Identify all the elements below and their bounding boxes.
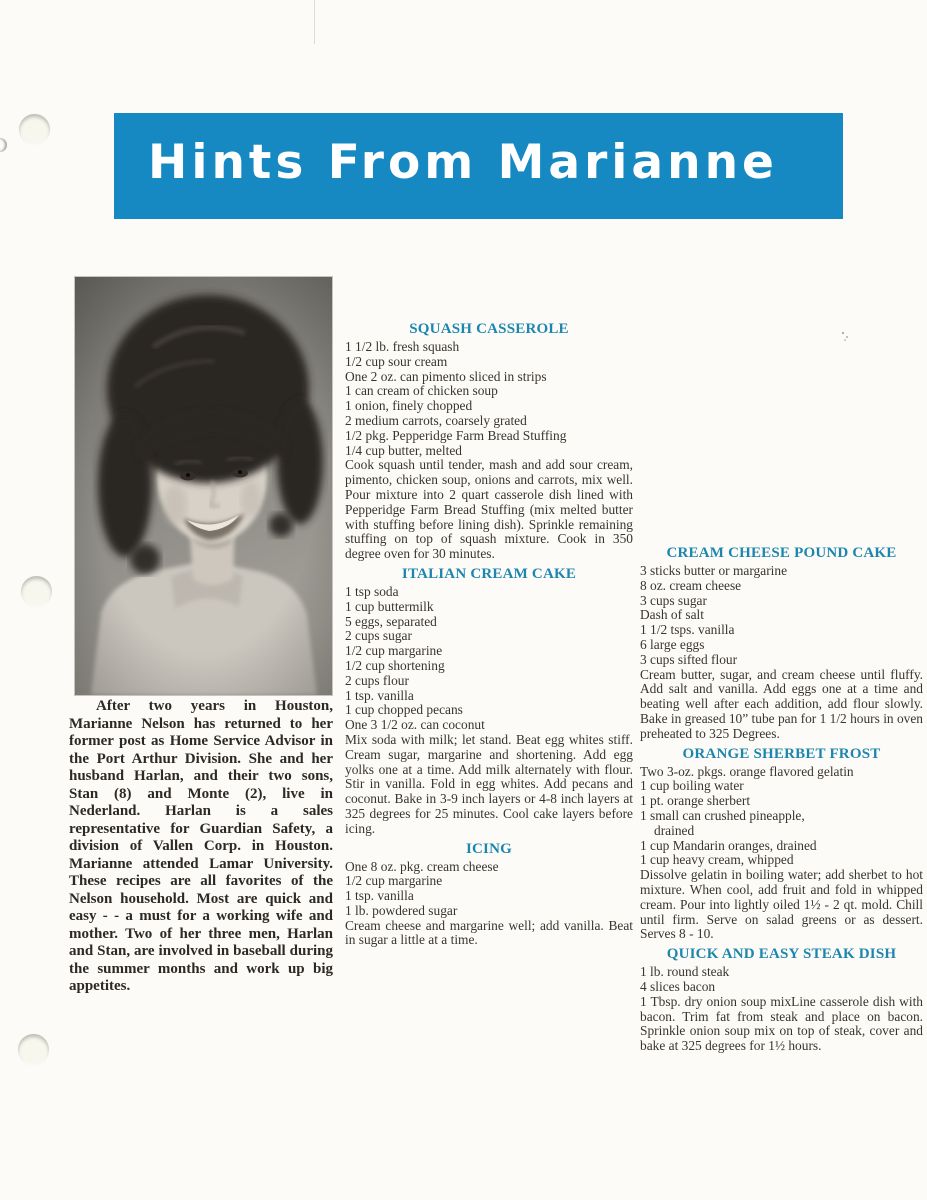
ingredient-line: 1 tsp. vanilla xyxy=(345,888,414,904)
page-title: Hints From Marianne xyxy=(148,135,778,191)
ingredient-line: 8 oz. cream cheese xyxy=(640,577,742,593)
ingredient-line: 6 large eggs xyxy=(640,636,705,652)
ingredient-line: 2 cups flour xyxy=(345,672,409,688)
ingredient-line: 1/2 cup margarine xyxy=(345,643,443,659)
ingredient-line: 1/2 pkg. Pepperidge Farm Bread Stuffing xyxy=(345,427,567,443)
punch-hole-middle xyxy=(21,576,52,607)
ingredient-line: 2 medium carrots, coarsely grated xyxy=(345,412,527,428)
portrait-photo xyxy=(75,277,332,695)
ingredient-line: One 3 1/2 oz. can coconut xyxy=(345,717,485,733)
ingredient-line: Dash of salt xyxy=(640,607,704,623)
title-banner xyxy=(114,113,843,219)
ingredient-line: 1 lb. round steak xyxy=(640,964,730,980)
ingredient-line: 1/2 cup shortening xyxy=(345,657,445,673)
ingredient-line: 1 1/2 tsps. vanilla xyxy=(640,622,735,638)
punch-hole-top xyxy=(19,114,50,145)
ingredient-line: 1 lb. powdered sugar xyxy=(345,902,458,918)
ingredient-line: 1/2 cup margarine xyxy=(345,873,443,889)
recipe-directions: Cook squash until tender, mash and add sour cream, pimento, chicken soup, onions and carrots, mix well. Pour mixture into 2 quart casserole dish lined with Pepperidge Farm Bread Stuffing (mix melted butter with stuffing before lining dish). Sprinkle remaining stuffing on top of squash mixture. Cook in 350 degree oven for 30 minutes. xyxy=(345,457,633,562)
ingredient-line: 1/4 cup butter, melted xyxy=(345,442,462,458)
ingredient-line: 2 cups sugar xyxy=(345,628,412,644)
recipe-column-right xyxy=(640,545,923,1054)
recipe-directions: Cream butter, sugar, and cream cheese until fluffy. Add salt and vanilla. Add eggs one at a time and beating well after each addition, add flour slowly. Bake in greased 10” tube pan for 1 1/2 hours in oven preheated to 325 Degrees. xyxy=(640,666,923,741)
ingredient-line: 3 sticks butter or margarine xyxy=(640,563,788,578)
recipe-title: SQUASH CASSEROLE xyxy=(409,321,569,337)
ingredient-line: 1 1/2 lb. fresh squash xyxy=(345,339,460,354)
ingredient-line: 1 cup Mandarin oranges, drained xyxy=(640,837,817,853)
recipe-title: CREAM CHEESE POUND CAKE xyxy=(666,545,897,561)
ingredient-line: 1 tsp. vanilla xyxy=(345,687,414,703)
recipe-directions: Mix soda with milk; let stand. Beat egg whites stiff. Cream sugar, margarine and shortening. Add egg yolks one at a time. Add milk alternately with flour. Stir in vanilla. Fold in egg whites. Add pecans and coconut. Bake in 3-9 inch layers or 4-8 inch layers at 325 degrees for 25 minutes. Cool cake layers before icing. xyxy=(345,731,633,836)
ingredient-line: 3 cups sifted flour xyxy=(640,651,738,667)
ingredient-line: 1 cup buttermilk xyxy=(345,598,434,614)
ingredient-line: 1 tsp soda xyxy=(345,583,399,599)
pen-mark xyxy=(842,332,844,334)
recipe-directions: Cream cheese and margarine well; add vanilla. Beat in sugar a little at a time. xyxy=(345,917,633,948)
recipe-column-middle xyxy=(345,321,633,948)
bio-paragraph: After two years in Houston, Marianne Nelson has returned to her former post as Home Service Advisor in the Port Arthur Division. She and her husband Harlan, and their two sons, Stan (8) and Monte (2), live in Nederland. Harlan is a sales representative for Guardian Safety, a division of Vallen Corp. in Houston. Marianne attended Lamar University. These recipes are all favorites of the Nelson household. Most are quick and easy - - a must for a working wife and mother. Two of her three men, Harlan and Stan, are involved in baseball during the summer months and work up big appetites. xyxy=(69,698,333,994)
ingredient-line: 3 cups sugar xyxy=(640,592,707,608)
ingredient-line: 1 cup heavy cream, whipped xyxy=(640,852,794,868)
ingredient-line: 1 pt. orange sherbert xyxy=(640,793,751,809)
ingredient-line: 5 eggs, separated xyxy=(345,613,437,629)
ingredient-line: One 2 oz. can pimento sliced in strips xyxy=(345,368,547,384)
ingredient-line: 1 can cream of chicken soup xyxy=(345,383,498,399)
recipe-title: ICING xyxy=(465,840,512,857)
ingredient-line: 1/2 cup sour cream xyxy=(345,353,448,369)
fold-mark xyxy=(314,0,315,44)
ingredient-line: Two 3-oz. pkgs. orange flavored gelatin xyxy=(640,763,854,779)
punch-hole-bottom xyxy=(18,1034,49,1065)
recipe-directions: 1 Tbsp. dry onion soup mixLine casserole dish with bacon. Trim fat from steak and place on bacon. Sprinkle onion soup mix on top of steak, cover and bake at 325 degrees for 1½ hours. xyxy=(640,993,923,1054)
ingredient-line: 1 onion, finely chopped xyxy=(345,398,473,414)
recipe-directions: Dissolve gelatin in boiling water; add sherbet to hot mixture. When cool, add fruit and fold in whipped cream. Pour into lightly oiled 1½ - 2 qt. mold. Chill until firm. Serve on salad greens or as dessert. Serves 8 - 10. xyxy=(640,867,923,942)
recipe-title: QUICK AND EASY STEAK DISH xyxy=(666,946,897,963)
ingredient-line: 4 slices bacon xyxy=(640,978,716,994)
ingredient-line: 1 small can crushed pineapple, xyxy=(640,807,805,823)
recipe-title: ITALIAN CREAM CAKE xyxy=(401,565,577,582)
ingredient-line: drained xyxy=(654,822,695,838)
ingredient-line: 1 cup boiling water xyxy=(640,778,744,794)
ingredient-line: One 8 oz. pkg. cream cheese xyxy=(345,858,499,874)
page-edge-mark xyxy=(0,138,7,152)
ingredient-line: 1 cup chopped pecans xyxy=(345,702,463,718)
recipe-title: ORANGE SHERBET FROST xyxy=(682,745,881,762)
